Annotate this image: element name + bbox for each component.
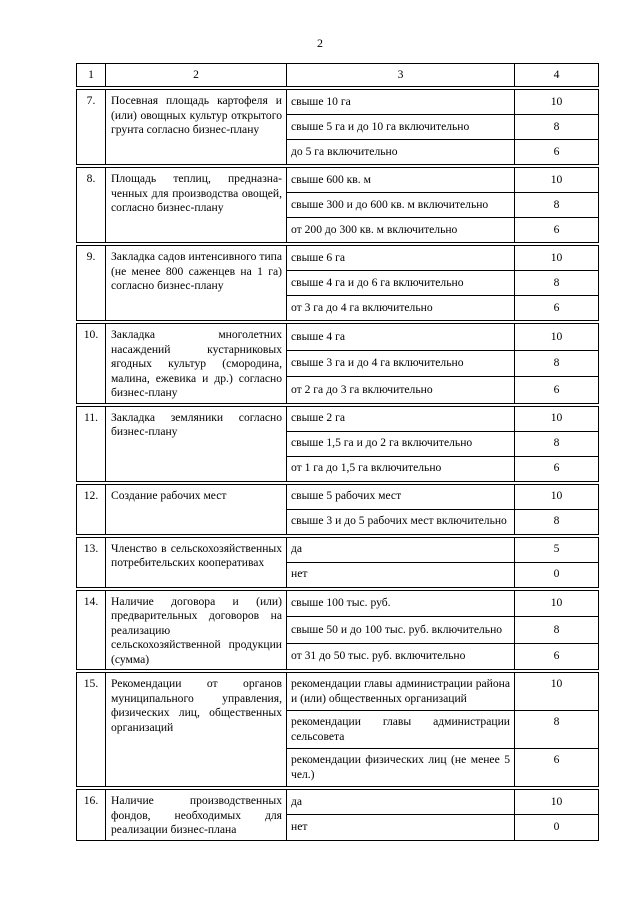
table-row [77,324,599,351]
criterion-number: 10. [77,324,106,404]
criterion-name: Закладка садов интенсивного типа (не менее 800 саженцев на 1 га) согласно бизнес-плану [106,246,287,321]
criterion-condition: нет [287,815,515,840]
criterion-score: 6 [515,456,599,481]
criterion-number: 14. [77,590,106,670]
criterion-condition: от 1 га до 1,5 га включительно [287,456,515,481]
criterion-number: 11. [77,406,106,481]
header-col-1: 1 [77,64,106,87]
criterion-score: 6 [515,218,599,243]
criterion-name: Членство в сельскохозяйственных потребительских кооперативах [106,537,287,587]
criterion-number: 8. [77,168,106,243]
table-row [77,168,599,193]
criterion-condition: рекомендации главы администрации района и (или) общественных организаций [287,673,515,711]
criterion-condition: свыше 50 и до 100 тыс. руб. включительно [287,617,515,644]
criterion-name: Наличие производственных фондов, необходимых для реализации бизнес-плана [106,790,287,841]
criterion-number: 13. [77,537,106,587]
criterion-score: 0 [515,562,599,587]
criterion-score: 8 [515,509,599,534]
criterion-number: 16. [77,790,106,841]
criterion-score: 6 [515,377,599,404]
criterion-score: 8 [515,617,599,644]
header-col-3: 3 [287,64,515,87]
criterion-condition: да [287,790,515,815]
criterion-score: 6 [515,749,599,787]
header-col-2: 2 [106,64,287,87]
criterion-condition: до 5 га включительно [287,140,515,165]
criterion-score: 10 [515,168,599,193]
criterion-condition: свыше 2 га [287,406,515,431]
criterion-score: 10 [515,406,599,431]
criterion-name: Наличие договора и (или) предварительных договоров на реализацию сельскохозяйственной продукции (сумма) [106,590,287,670]
criterion-number: 12. [77,484,106,534]
criterion-score: 10 [515,90,599,115]
criterion-score: 8 [515,350,599,377]
criterion-number: 7. [77,90,106,165]
table-row [77,590,599,617]
criterion-score: 6 [515,140,599,165]
table-row [77,673,599,711]
criterion-score: 8 [515,115,599,140]
criteria-table [76,63,599,841]
criterion-score: 0 [515,815,599,840]
page-number: 2 [317,36,323,50]
criterion-name: Посевная площадь картофеля и (или) овощных культур открытого грунта согласно бизнес-плану [106,90,287,165]
criterion-condition: от 3 га до 4 га включительно [287,296,515,321]
criterion-number: 15. [77,673,106,787]
criterion-condition: свыше 300 и до 600 кв. м включительно [287,193,515,218]
criterion-condition: рекомендации физических лиц (не менее 5 чел.) [287,749,515,787]
table-row [77,406,599,431]
criterion-number: 9. [77,246,106,321]
criterion-condition: свыше 1,5 га и до 2 га включительно [287,431,515,456]
criterion-condition: свыше 3 и до 5 рабочих мест включительно [287,509,515,534]
header-col-4: 4 [515,64,599,87]
criterion-score: 6 [515,296,599,321]
criterion-condition: свыше 6 га [287,246,515,271]
criterion-condition: свыше 600 кв. м [287,168,515,193]
table-row [77,790,599,815]
criterion-score: 8 [515,193,599,218]
criterion-condition: свыше 5 рабочих мест [287,484,515,509]
criterion-score: 8 [515,271,599,296]
criterion-condition: свыше 3 га и до 4 га включительно [287,350,515,377]
criterion-score: 10 [515,324,599,351]
criterion-name: Создание рабочих мест [106,484,287,534]
criterion-score: 10 [515,590,599,617]
criterion-condition: от 31 до 50 тыс. руб. включительно [287,643,515,670]
criterion-condition: свыше 4 га [287,324,515,351]
criterion-condition: свыше 10 га [287,90,515,115]
criterion-condition: свыше 4 га и до 6 га включительно [287,271,515,296]
table-row [77,90,599,115]
criterion-score: 8 [515,711,599,749]
table-row [77,246,599,271]
criterion-name: Закладка земляники согласно бизнес-плану [106,406,287,481]
criterion-score: 10 [515,673,599,711]
criterion-condition: от 200 до 300 кв. м включительно [287,218,515,243]
criterion-condition: нет [287,562,515,587]
criterion-condition: свыше 5 га и до 10 га включительно [287,115,515,140]
table-row [77,484,599,509]
criterion-condition: от 2 га до 3 га включительно [287,377,515,404]
criterion-condition: да [287,537,515,562]
criterion-name: Площадь теплиц, предназна-ченных для производства овощей, согласно бизнес-плану [106,168,287,243]
table-row [77,537,599,562]
criterion-name: Рекомендации от органов муниципального управления, физических лиц, общественных организаций [106,673,287,787]
criterion-score: 6 [515,643,599,670]
criterion-score: 10 [515,790,599,815]
criterion-score: 8 [515,431,599,456]
criterion-condition: свыше 100 тыс. руб. [287,590,515,617]
criterion-score: 5 [515,537,599,562]
criterion-name: Закладка многолетних насаждений кустарниковых ягодных культур (смородина, малина, ежевика и др.) согласно бизнес-плану [106,324,287,404]
criterion-score: 10 [515,246,599,271]
table-header-row [77,64,599,87]
criterion-score: 10 [515,484,599,509]
criterion-condition: рекомендации главы администрации сельсовета [287,711,515,749]
